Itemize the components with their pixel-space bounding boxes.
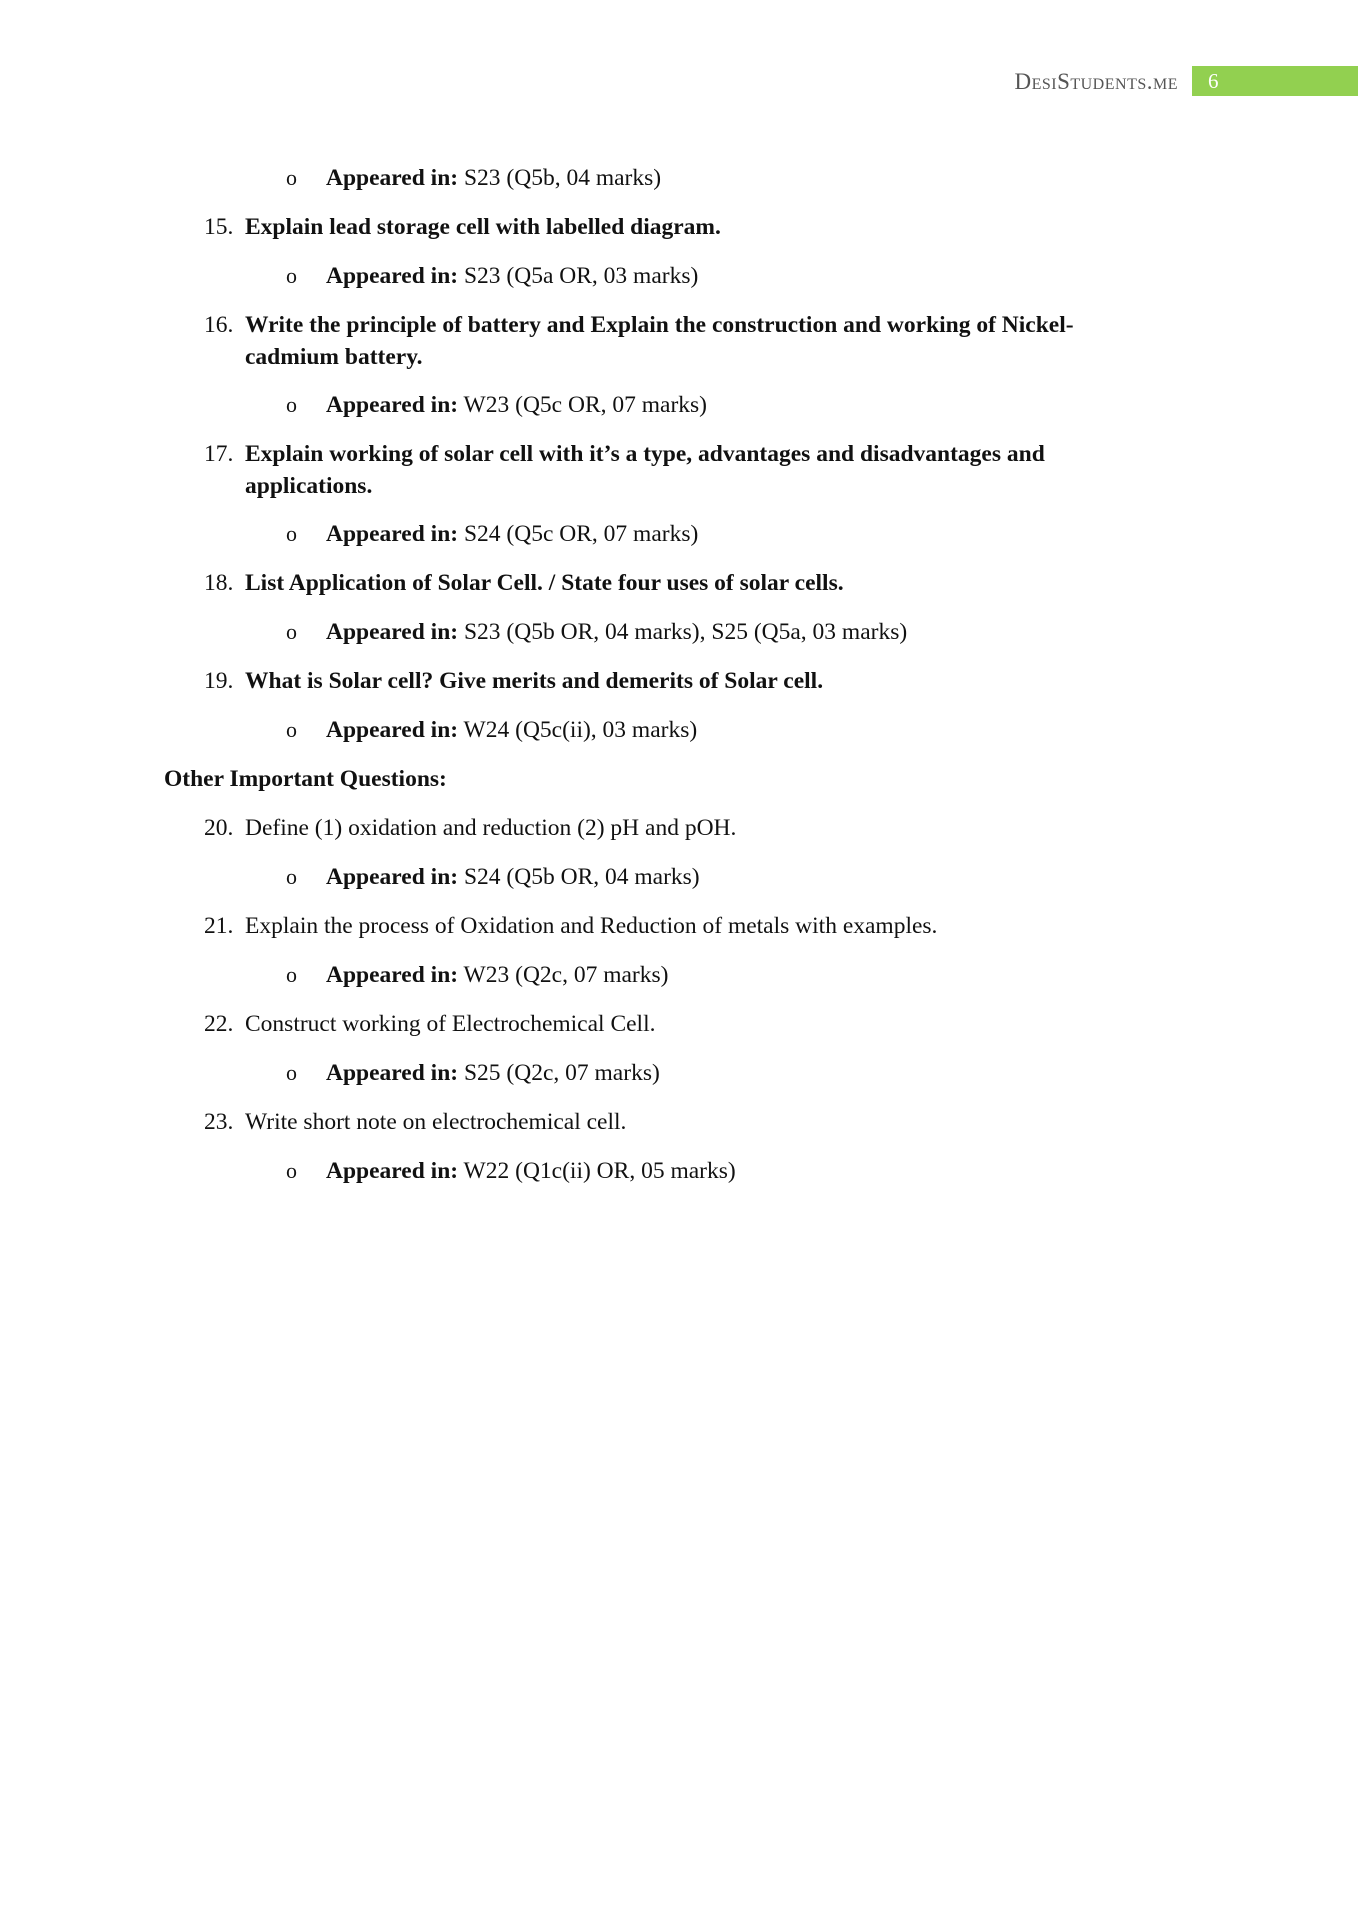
site-name: DesiStudents.me xyxy=(1014,69,1178,94)
question-number: 22. xyxy=(204,1011,234,1037)
appeared-value: S24 (Q5b OR, 04 marks) xyxy=(458,864,700,890)
question-text: Explain the process of Oxidation and Reduction of metals with examples. xyxy=(245,913,938,939)
bullet: o xyxy=(286,1158,297,1183)
appeared-value: W23 (Q2c, 07 marks) xyxy=(458,962,669,988)
appeared-label: Appeared in: xyxy=(326,717,459,743)
question-number: 17. xyxy=(204,441,234,467)
question-text: List Application of Solar Cell. / State four uses of solar cells. xyxy=(245,570,844,596)
bullet: o xyxy=(286,962,297,987)
appeared-value: S25 (Q2c, 07 marks) xyxy=(458,1060,660,1086)
appeared-label: Appeared in: xyxy=(326,619,459,645)
question-text: Write short note on electrochemical cell. xyxy=(245,1109,627,1135)
appeared-in xyxy=(326,389,707,421)
appeared-in xyxy=(326,861,700,893)
appeared-value: S23 (Q5b OR, 04 marks), S25 (Q5a, 03 marks) xyxy=(458,619,908,645)
question-text: Explain lead storage cell with labelled diagram. xyxy=(245,214,721,240)
bullet: o xyxy=(286,1060,297,1085)
appeared-in xyxy=(326,1057,660,1089)
appeared-label: Appeared in: xyxy=(326,165,459,191)
appeared-label: Appeared in: xyxy=(326,1060,459,1086)
question-number: 18. xyxy=(204,570,234,596)
bullet: o xyxy=(286,619,297,644)
bullet: o xyxy=(286,521,297,546)
question-text: Define (1) oxidation and reduction (2) pH and pOH. xyxy=(245,815,737,841)
question-text: Write the principle of battery and Explain the construction and working of Nickel- xyxy=(245,312,1074,338)
bullet: o xyxy=(286,864,297,889)
appeared-value: W22 (Q1c(ii) OR, 05 marks) xyxy=(458,1158,736,1184)
appeared-value: W24 (Q5c(ii), 03 marks) xyxy=(458,717,698,743)
appeared-in xyxy=(326,1155,736,1187)
question-text-cont: applications. xyxy=(245,473,373,499)
bullet: o xyxy=(286,717,297,742)
appeared-in xyxy=(326,959,668,991)
appeared-value: S23 (Q5b, 04 marks) xyxy=(458,165,662,191)
appeared-label: Appeared in: xyxy=(326,864,459,890)
appeared-label: Appeared in: xyxy=(326,962,459,988)
page-number: 6 xyxy=(1208,69,1219,93)
appeared-label: Appeared in: xyxy=(326,521,459,547)
question-number: 20. xyxy=(204,815,234,841)
question-number: 21. xyxy=(204,913,234,939)
question-text: Explain working of solar cell with it’s a type, advantages and disadvantages and xyxy=(245,441,1045,467)
appeared-label: Appeared in: xyxy=(326,1158,459,1184)
appeared-in xyxy=(326,260,698,292)
question-number: 23. xyxy=(204,1109,234,1135)
appeared-in xyxy=(326,162,661,194)
appeared-in xyxy=(326,714,697,746)
bullet: o xyxy=(286,263,297,288)
appeared-in xyxy=(326,518,698,550)
question-number: 16. xyxy=(204,312,234,338)
appeared-in xyxy=(326,616,907,648)
question-number: 19. xyxy=(204,668,234,694)
question-text-cont: cadmium battery. xyxy=(245,344,423,370)
appeared-value: W23 (Q5c OR, 07 marks) xyxy=(458,392,707,418)
appeared-label: Appeared in: xyxy=(326,263,459,289)
bullet: o xyxy=(286,392,297,417)
appeared-value: S24 (Q5c OR, 07 marks) xyxy=(458,521,699,547)
appeared-value: S23 (Q5a OR, 03 marks) xyxy=(458,263,699,289)
question-text: Construct working of Electrochemical Cell. xyxy=(245,1011,656,1037)
appeared-label: Appeared in: xyxy=(326,392,459,418)
bullet: o xyxy=(286,165,297,190)
question-text: What is Solar cell? Give merits and demerits of Solar cell. xyxy=(245,668,824,694)
question-number: 15. xyxy=(204,214,234,240)
section-title: Other Important Questions: xyxy=(164,766,447,792)
